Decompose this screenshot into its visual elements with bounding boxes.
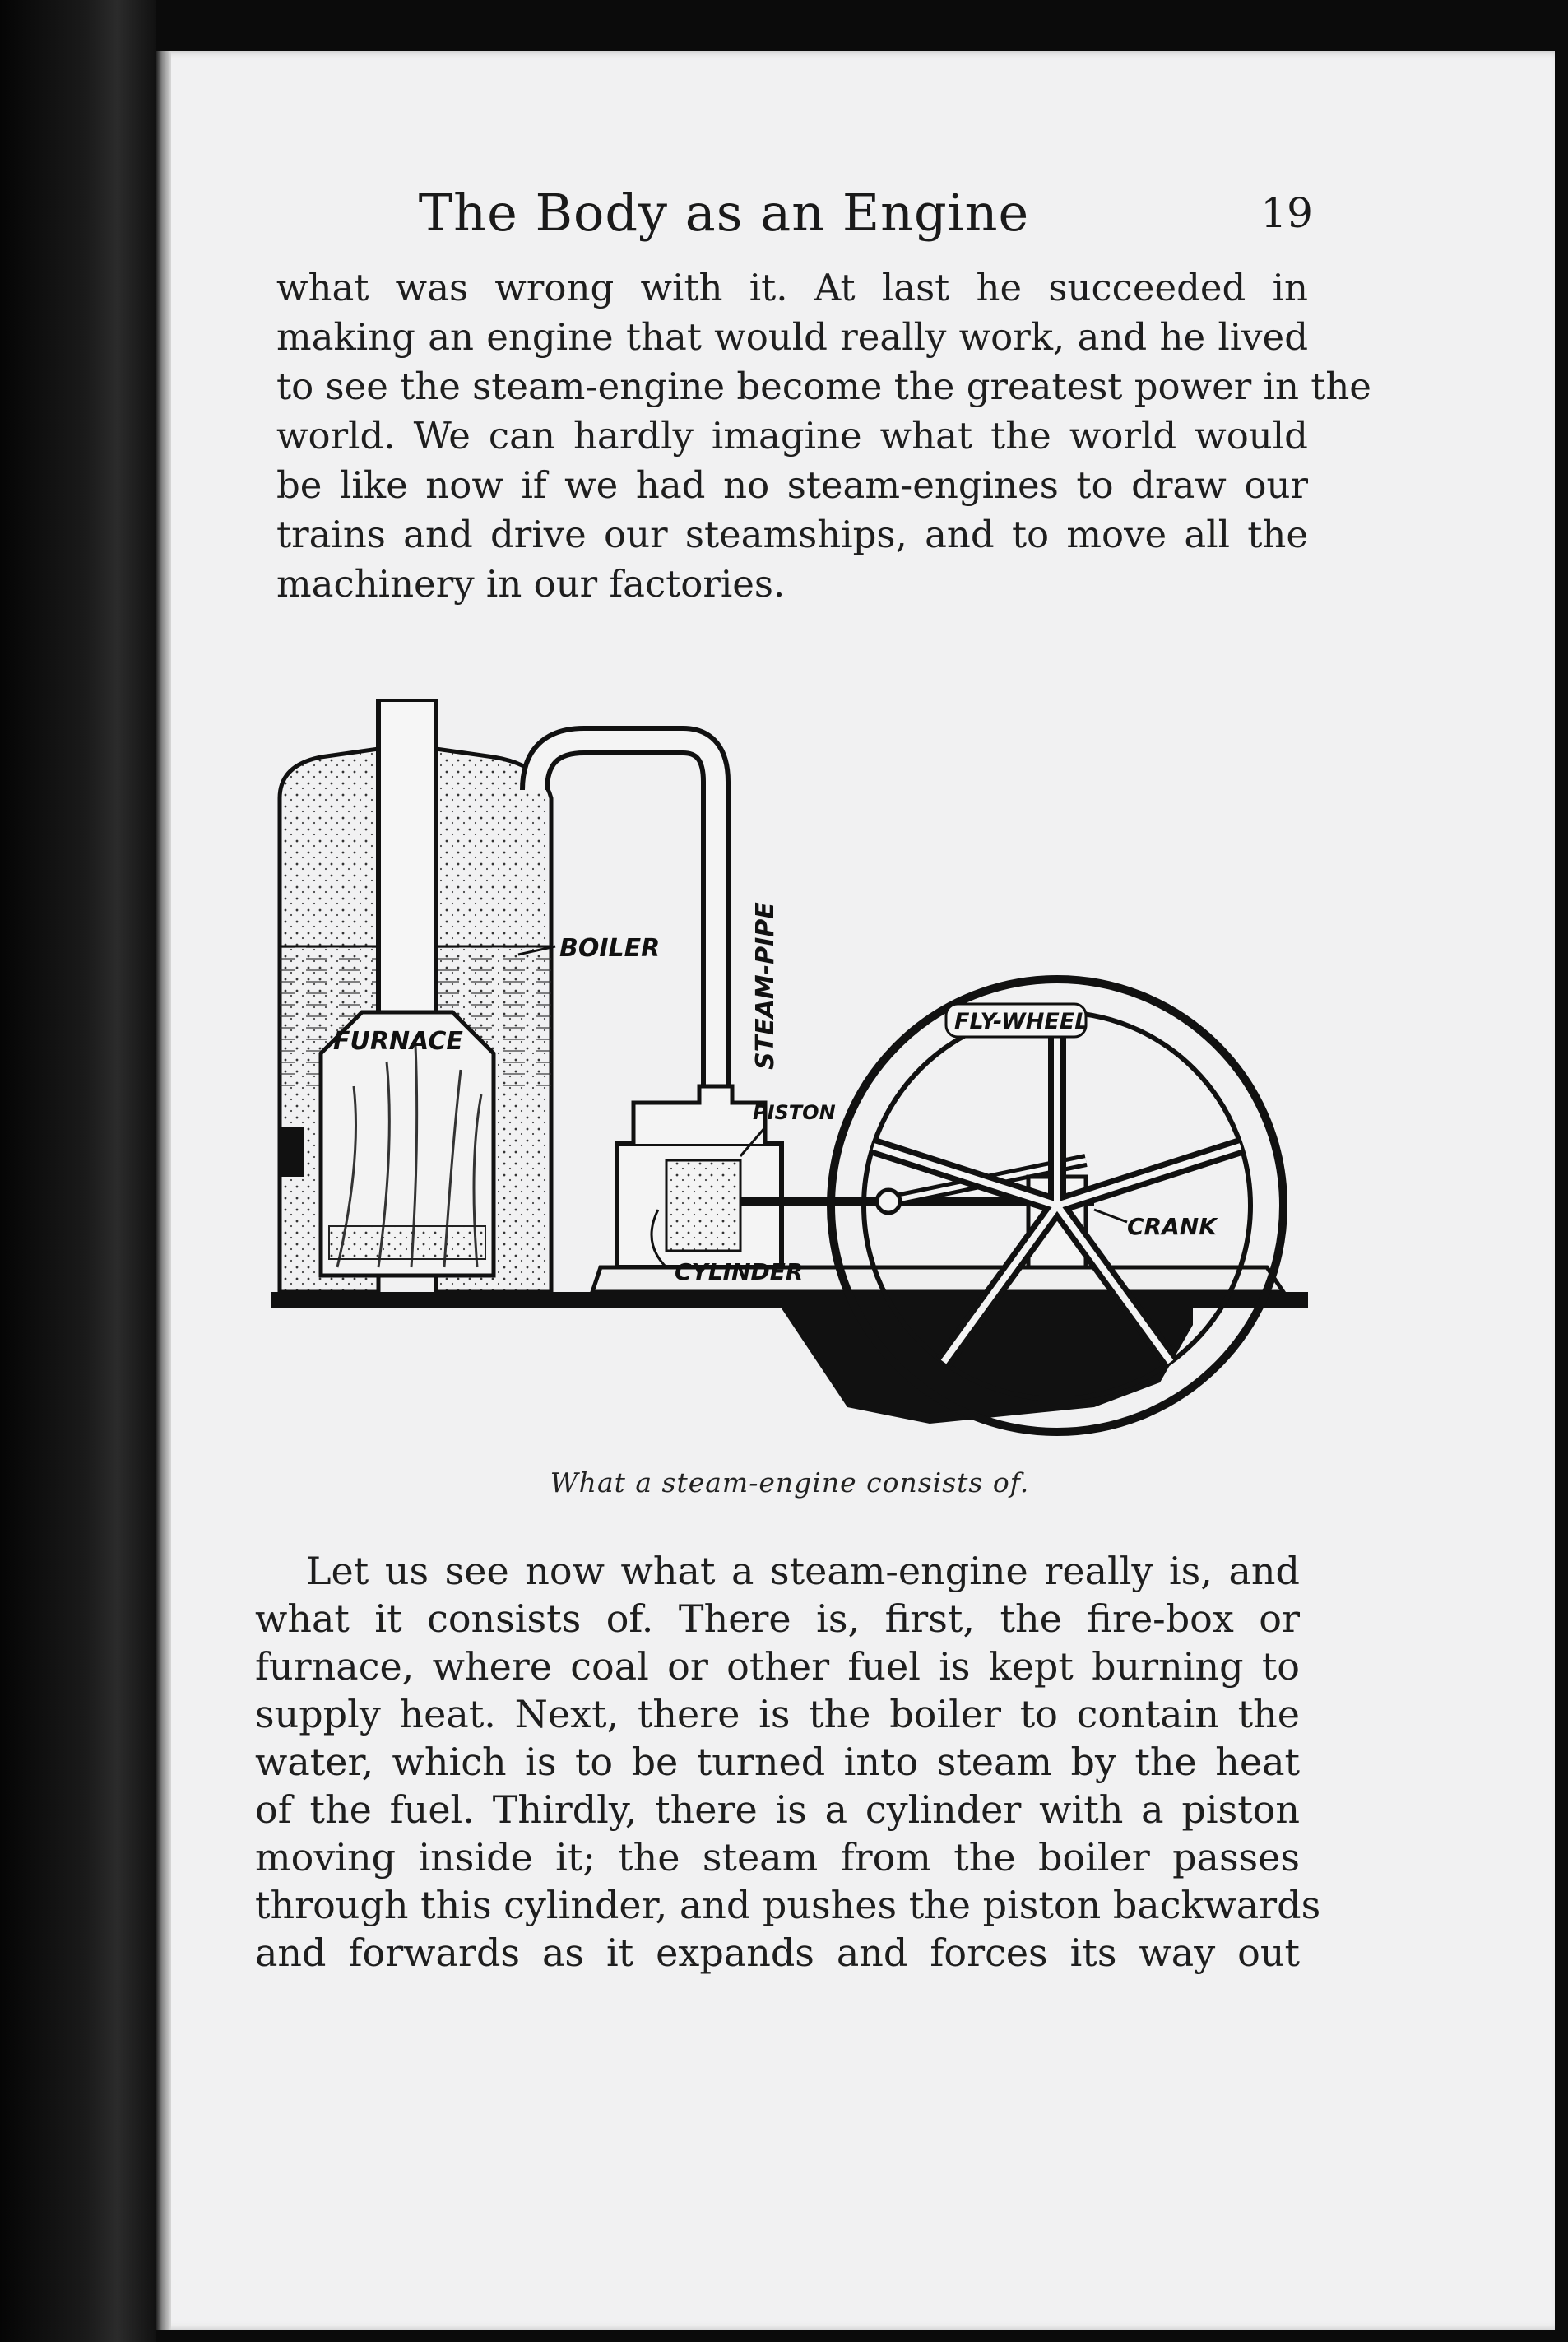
text-line: to see the steam-engine become the greatest power in the (276, 365, 1371, 408)
valve-chest (633, 1086, 765, 1144)
text-line: water, which is to be turned into steam by the heat (255, 1740, 1300, 1784)
page-number: 19 (1260, 189, 1313, 237)
text-line: and forwards as it expands and forces its way out (255, 1931, 1300, 1975)
steam-pipe (535, 741, 716, 1111)
label-fly-wheel: FLY-WHEEL (954, 1009, 1089, 1034)
piston-head (666, 1160, 740, 1251)
label-piston: PISTON (753, 1101, 836, 1124)
page-header (329, 183, 1333, 257)
text-line: what it consists of. There is, first, the fire-box or (255, 1596, 1300, 1641)
book-spine-edge (0, 0, 156, 2342)
paragraph-top (276, 263, 1371, 609)
text-line: trains and drive our steamships, and to move all the (276, 513, 1308, 556)
chimney (378, 699, 436, 1053)
text-line: what was wrong with it. At last he succeeded in (276, 266, 1308, 309)
label-furnace: FURNACE (333, 1027, 463, 1056)
text-line: through this cylinder, and pushes the piston backwards (255, 1883, 1321, 1927)
wheel-pit (782, 1308, 1193, 1424)
crosshead-pin (877, 1190, 900, 1213)
text-line: supply heat. Next, there is the boiler to contain the (255, 1692, 1300, 1736)
crank-leader (1094, 1210, 1127, 1222)
label-crank: CRANK (1127, 1213, 1217, 1240)
furnace-door (280, 1127, 304, 1177)
page-gutter-shadow (156, 51, 171, 2330)
label-cylinder: CYLINDER (675, 1258, 804, 1285)
steam-engine-drawing (271, 699, 1308, 1465)
label-boiler: BOILER (559, 934, 661, 963)
text-line: Let us see now what a steam-engine really is, and (306, 1549, 1300, 1593)
furnace-coals (329, 1226, 485, 1259)
text-line: machinery in our factories. (276, 562, 786, 606)
label-steam-pipe: STEAM-PIPE (751, 902, 780, 1070)
text-line: be like now if we had no steam-engines to draw our (276, 463, 1308, 507)
steam-engine-illustration (271, 699, 1308, 1465)
text-line: of the fuel. Thirdly, there is a cylinder with a piston (255, 1787, 1300, 1832)
running-title: The Body as an Engine (418, 183, 1030, 243)
text-line: making an engine that would really work, and he lived (276, 315, 1308, 359)
ground-base (271, 1292, 1308, 1308)
figure-caption: What a steam-engine consists of. (550, 1466, 1030, 1499)
text-line: moving inside it; the steam from the boiler passes (255, 1835, 1300, 1880)
text-line: furnace, where coal or other fuel is kept burning to (255, 1644, 1300, 1689)
paragraph-bottom (255, 1547, 1321, 1977)
text-line: world. We can hardly imagine what the world would (276, 414, 1308, 458)
